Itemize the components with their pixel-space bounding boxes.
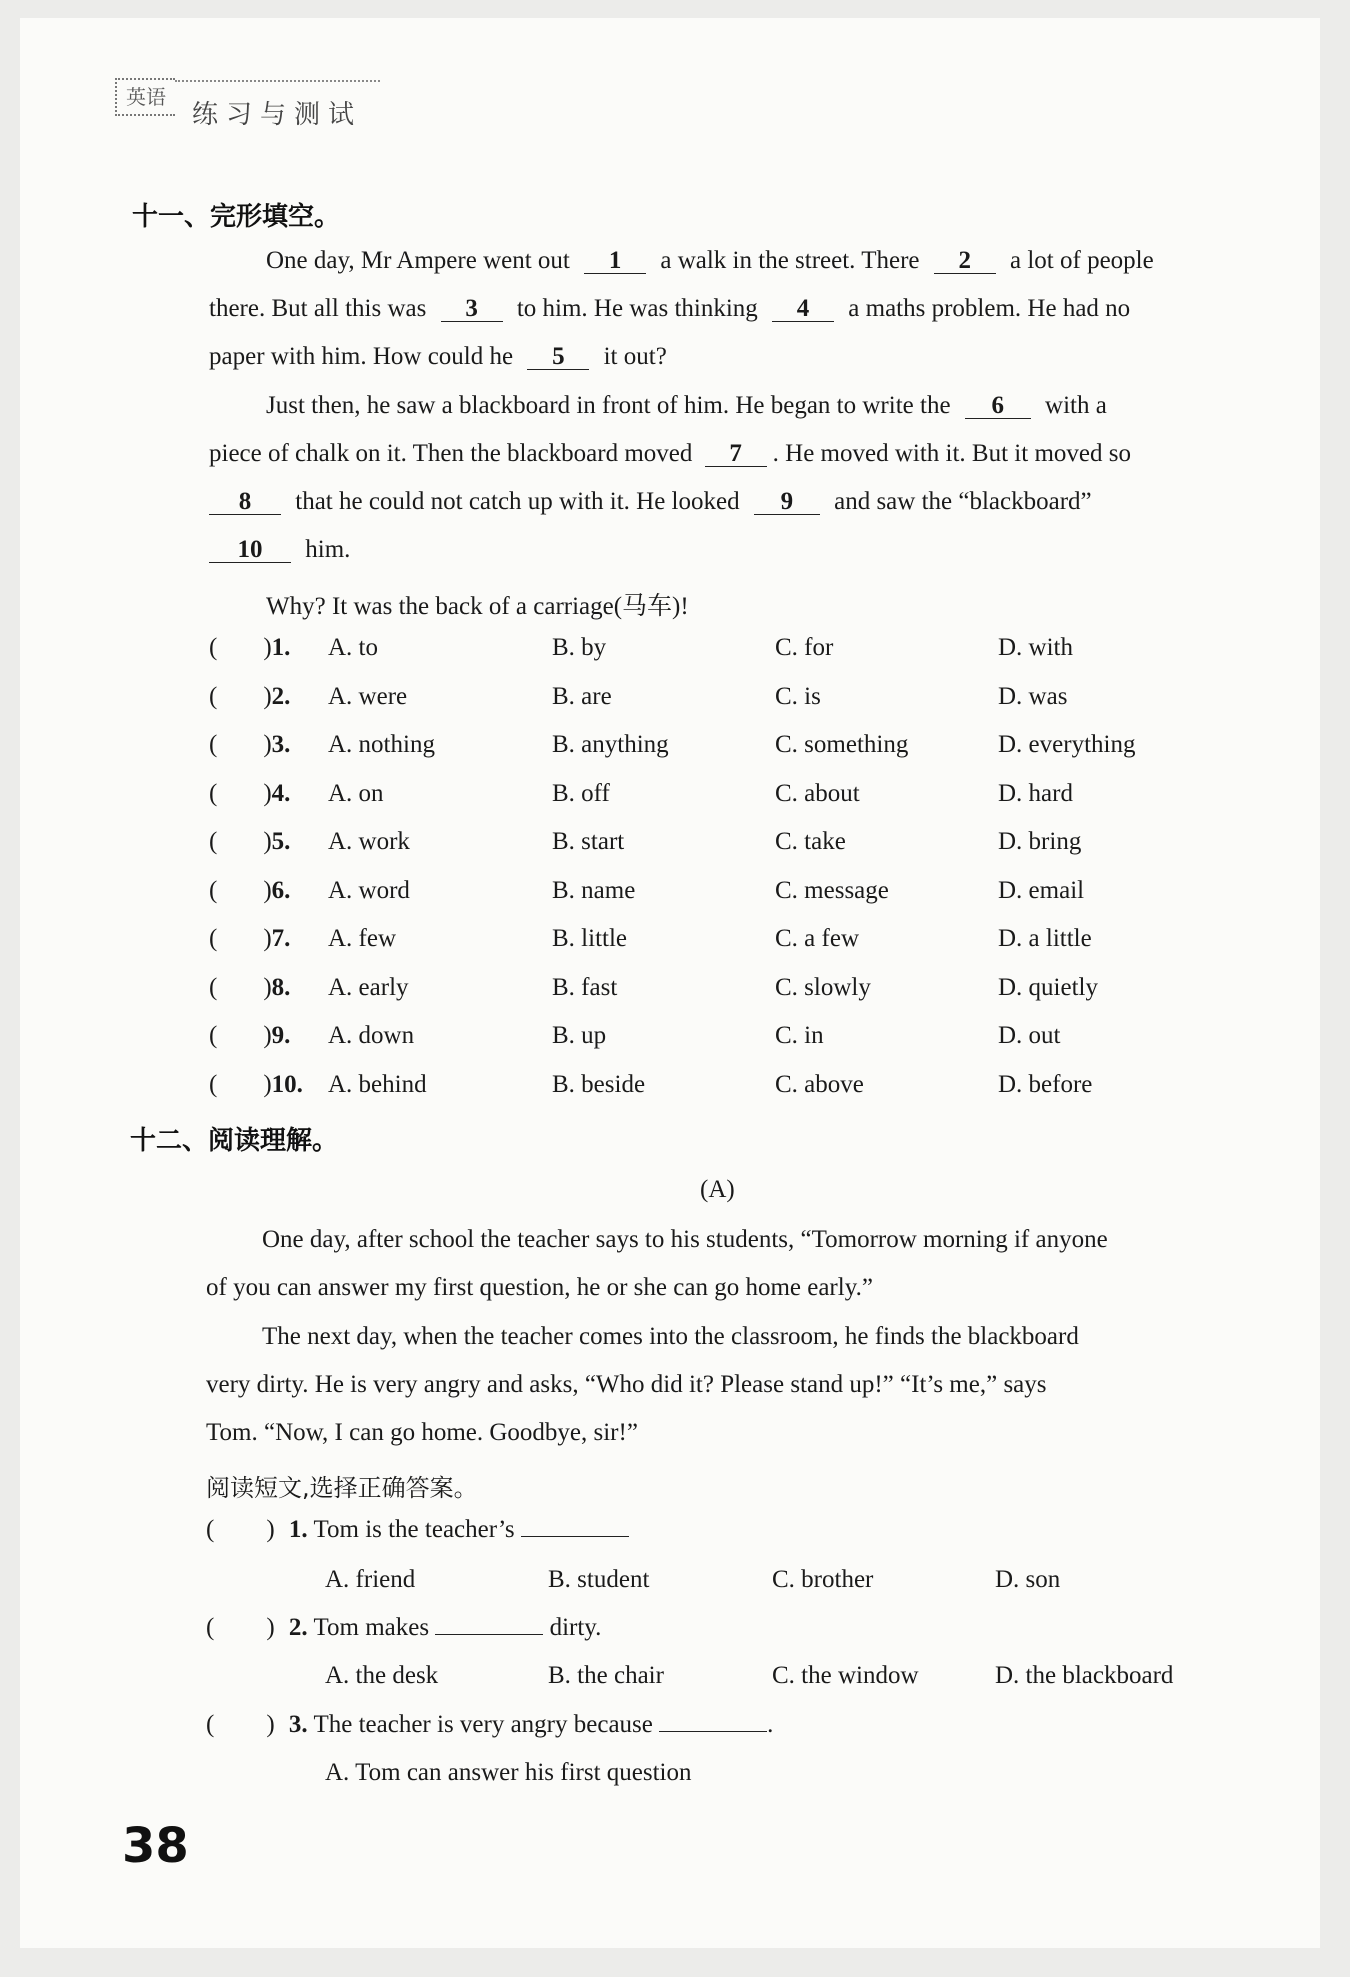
option-b: B. up <box>552 1022 607 1049</box>
blank-3: 3 <box>441 296 503 322</box>
option-a: A. on <box>328 779 384 807</box>
option-a: A. down <box>328 1022 415 1049</box>
page-number: 38 <box>122 1818 189 1874</box>
question-number: 6. <box>271 876 291 904</box>
passage-line: very dirty. He is very angry and asks, “Who did it? Please stand up!” “It’s me,” says <box>206 1371 1047 1398</box>
option-d: D. quietly <box>998 973 1098 1001</box>
cloze-question-row: ( )2. <box>209 683 306 711</box>
option-c: C. the window <box>772 1662 919 1689</box>
option-a: A. early <box>328 973 409 1001</box>
cloze-question-row: ( )4. <box>209 780 306 808</box>
option-a: A. the desk <box>325 1662 439 1689</box>
option-b: B. student <box>548 1566 650 1593</box>
cloze-question-row: ( )6. <box>209 877 306 905</box>
passage-line: One day, Mr Ampere went out 1 a walk in the street. There 2 a lot of people <box>266 247 1154 274</box>
passage-line: of you can answer my first question, he or she can go home early.” <box>206 1274 873 1301</box>
option-a: A. word <box>328 876 410 904</box>
option-a: A. friend <box>325 1566 416 1593</box>
blank-7: 7 <box>705 441 767 467</box>
blank-8: 8 <box>209 489 281 515</box>
option-c: C. in <box>775 1022 824 1049</box>
passage-line: paper with him. How could he 5 it out? <box>209 343 667 370</box>
question-number: 2. <box>271 682 291 710</box>
blank-4: 4 <box>772 296 834 322</box>
option-c: C. brother <box>772 1566 874 1593</box>
option-a: A. nothing <box>328 731 435 758</box>
option-a: A. work <box>328 828 410 855</box>
answer-blank <box>521 1536 629 1537</box>
question-number: 5. <box>271 828 291 855</box>
passage-line: The next day, when the teacher comes into the classroom, he finds the blackboard <box>262 1323 1079 1350</box>
reading-question-2: ( ) 2. Tom makes dirty. <box>206 1614 602 1641</box>
option-b: B. by <box>552 634 607 661</box>
option-d: D. bring <box>998 828 1082 855</box>
passage-line: 10 him. <box>209 536 350 564</box>
reading-question-3: ( ) 3. The teacher is very angry because . <box>206 1711 774 1738</box>
question-number: 1. <box>271 634 291 661</box>
option-b: B. the chair <box>548 1662 664 1689</box>
passage-subtitle: (A) <box>700 1176 735 1203</box>
answer-blank <box>435 1634 543 1635</box>
option-b: B. start <box>552 828 625 855</box>
option-c: C. for <box>775 634 834 661</box>
option-b: B. little <box>552 925 627 952</box>
section-12-title: 十二、阅读理解。 <box>130 1126 339 1156</box>
option-b: B. fast <box>552 973 618 1001</box>
passage-line: piece of chalk on it. Then the blackboard moved 7 . He moved with it. But it moved so <box>209 440 1131 467</box>
passage-line: Why? It was the back of a carriage(马车)! <box>266 593 689 620</box>
option-c: C. something <box>775 731 909 758</box>
passage-line: Just then, he saw a blackboard in front of him. He began to write the 6 with a <box>266 392 1107 419</box>
answer-blank <box>659 1731 767 1732</box>
cloze-question-row: ( )3. <box>209 731 306 759</box>
blank-5: 5 <box>527 344 589 370</box>
question-number: 10. <box>271 1070 303 1098</box>
option-c: C. slowly <box>775 973 871 1001</box>
option-b: B. name <box>552 876 636 904</box>
question-number: 8. <box>271 973 291 1001</box>
blank-1: 1 <box>584 248 646 274</box>
option-a: A. were <box>328 682 408 710</box>
blank-6: 6 <box>965 393 1031 419</box>
cloze-question-row: ( )10. <box>209 1071 306 1099</box>
cloze-question-row: ( )8. <box>209 974 306 1002</box>
option-c: C. message <box>775 876 889 904</box>
option-a: A. behind <box>328 1070 427 1098</box>
option-d: D. son <box>995 1566 1061 1593</box>
question-number: 4. <box>271 779 291 807</box>
blank-2: 2 <box>934 248 996 274</box>
option-b: B. beside <box>552 1070 646 1098</box>
passage-line: Tom. “Now, I can go home. Goodbye, sir!” <box>206 1419 638 1446</box>
question-number: 9. <box>271 1022 291 1049</box>
option-c: C. is <box>775 682 821 710</box>
cloze-question-row: ( )7. <box>209 925 306 953</box>
question-number: 7. <box>271 925 291 952</box>
passage-line: there. But all this was 3 to him. He was thinking 4 a maths problem. He had no <box>209 295 1131 322</box>
option-a: A. to <box>328 634 378 661</box>
option-d: D. email <box>998 876 1085 904</box>
passage-line: One day, after school the teacher says to his students, “Tomorrow morning if anyone <box>262 1226 1108 1253</box>
option-d: D. the blackboard <box>995 1662 1174 1689</box>
instruction: 阅读短文,选择正确答案。 <box>206 1474 478 1502</box>
cloze-question-row: ( )9. <box>209 1022 306 1050</box>
option-c: C. above <box>775 1070 864 1098</box>
option-d: D. was <box>998 682 1068 710</box>
option-a: A. few <box>328 925 397 952</box>
option-d: D. with <box>998 634 1073 661</box>
option-b: B. off <box>552 779 610 807</box>
header-rule <box>175 80 380 82</box>
option-d: D. out <box>998 1022 1061 1049</box>
option-d: D. before <box>998 1070 1093 1098</box>
reading-question-1: ( ) 1. Tom is the teacher’s <box>206 1516 629 1544</box>
blank-10: 10 <box>209 537 291 563</box>
option-c: C. a few <box>775 925 859 952</box>
option-c: C. about <box>775 779 860 807</box>
cloze-question-row: ( )5. <box>209 828 306 856</box>
question-number: 3. <box>271 731 291 758</box>
option-c: C. take <box>775 828 846 855</box>
option-d: D. everything <box>998 731 1136 758</box>
header-subject: 英语 <box>115 78 175 116</box>
option-b: B. anything <box>552 731 669 758</box>
cloze-question-row: ( )1. <box>209 634 306 662</box>
blank-9: 9 <box>754 489 820 515</box>
option-a: A. Tom can answer his first question <box>325 1759 692 1786</box>
option-d: D. hard <box>998 779 1073 807</box>
section-11-title: 十一、完形填空。 <box>132 202 341 232</box>
passage-line: 8 that he could not catch up with it. He looked 9 and saw the “blackboard” <box>209 488 1092 516</box>
option-d: D. a little <box>998 925 1092 952</box>
header-title: 练习与测试 <box>192 100 363 130</box>
option-b: B. are <box>552 682 612 710</box>
